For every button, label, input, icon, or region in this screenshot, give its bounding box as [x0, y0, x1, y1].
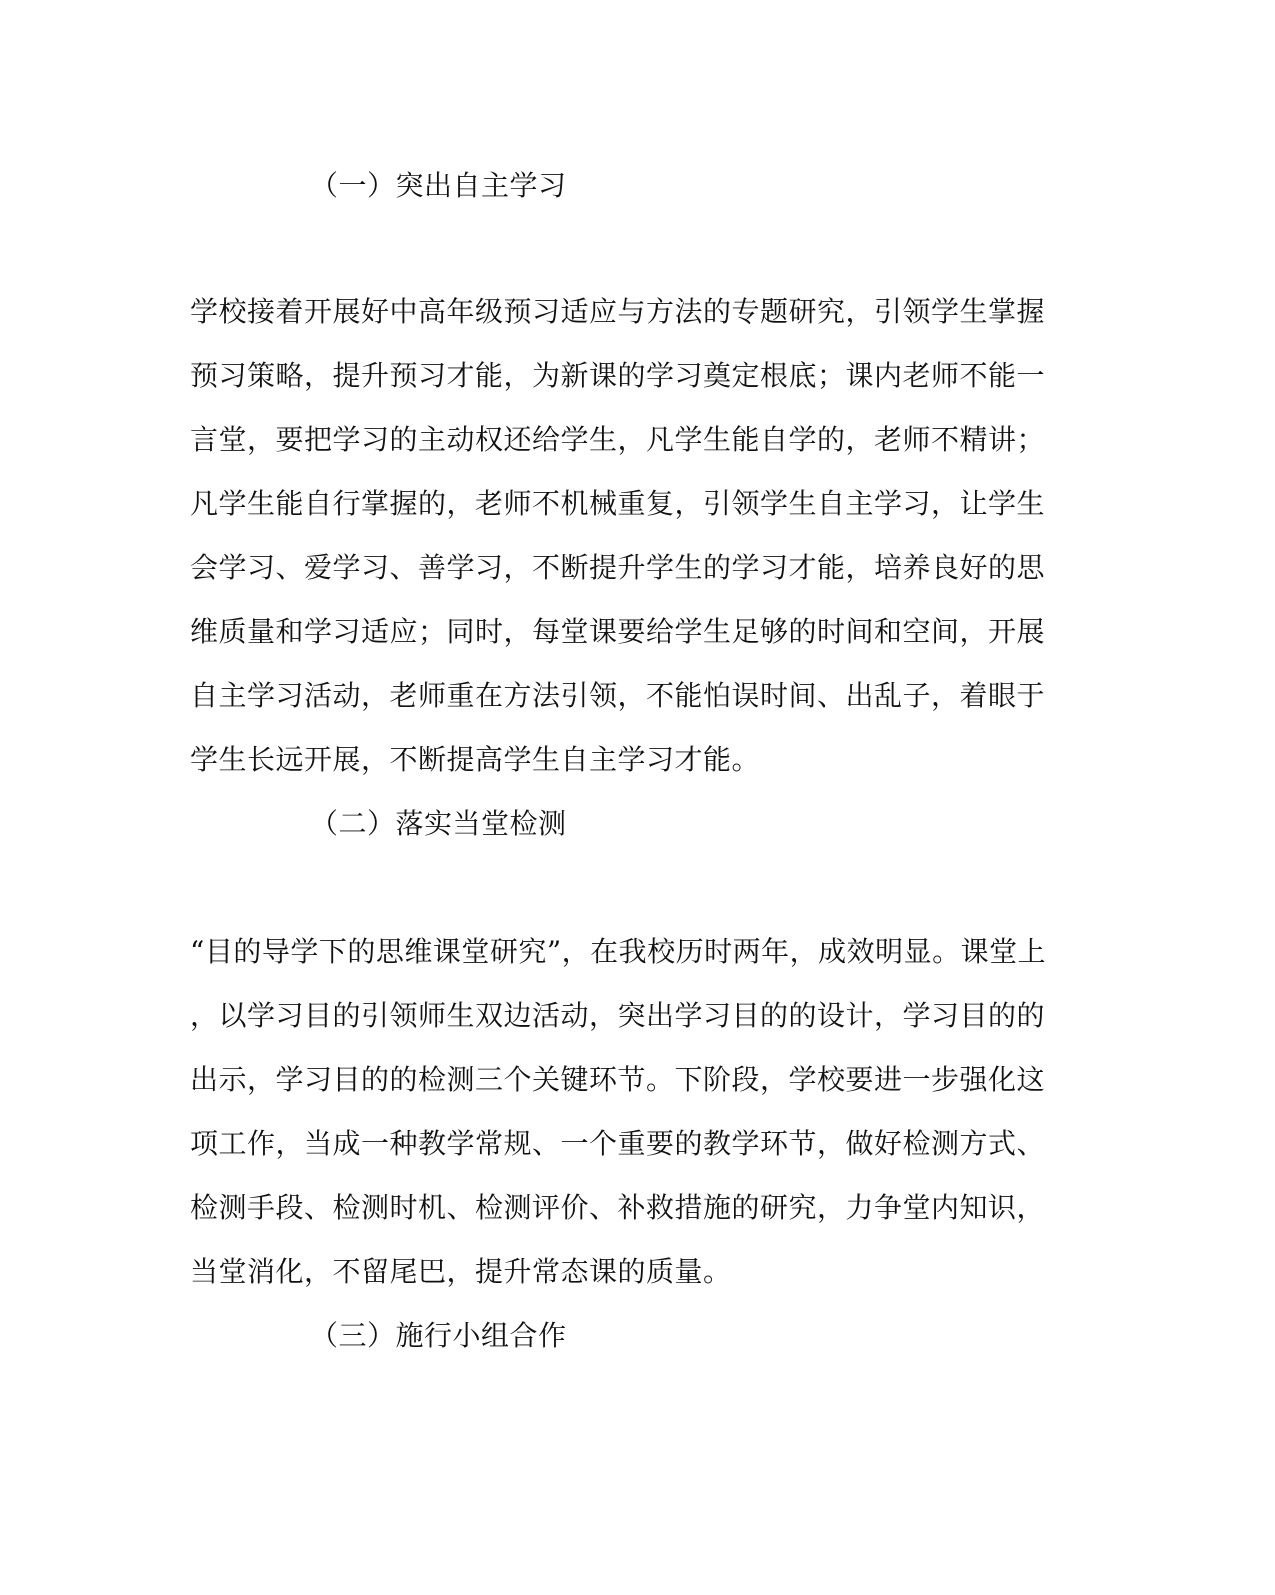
paragraph-line: 预习策略，提升预习才能，为新课的学习奠定根底；课内老师不能一 [190, 359, 1046, 392]
paragraph-line: 学生长远开展，不断提高学生自主学习才能。 [190, 743, 761, 776]
paragraph-line: “目的导学下的思维课堂研究”，在我校历时两年，成效明显。课堂上 [190, 935, 1047, 968]
paragraph-line: 学校接着开展好中高年级预习适应与方法的专题研究，引领学生掌握 [190, 295, 1046, 328]
paragraph-line: 当堂消化，不留尾巴，提升常态课的质量。 [190, 1255, 732, 1288]
paragraph-line: 言堂，要把学习的主动权还给学生，凡学生能自学的，老师不精讲； [190, 423, 1046, 456]
paragraph-line: ，以学习目的引领师生双边活动，突出学习目的的设计，学习目的的 [190, 999, 1046, 1032]
paragraph-line: 维质量和学习适应；同时，每堂课要给学生足够的时间和空间，开展 [190, 615, 1046, 648]
paragraph-line: 会学习、爱学习、善学习，不断提升学生的学习才能，培养良好的思 [190, 551, 1046, 584]
paragraph-line: 出示，学习目的的检测三个关键环节。下阶段，学校要进一步强化这 [190, 1063, 1046, 1096]
section-heading-3: （三）施行小组合作 [310, 1319, 567, 1352]
paragraph-line: 凡学生能自行掌握的，老师不机械重复，引领学生自主学习，让学生 [190, 487, 1046, 520]
section-heading-1: （一）突出自主学习 [310, 169, 567, 202]
paragraph-line: 项工作，当成一种教学常规、一个重要的教学环节，做好检测方式、 [190, 1127, 1046, 1160]
section-heading-2: （二）落实当堂检测 [310, 807, 567, 840]
paragraph-line: 检测手段、检测时机、检测评价、补救措施的研究，力争堂内知识， [190, 1191, 1046, 1224]
paragraph-line: 自主学习活动，老师重在方法引领，不能怕误时间、出乱子，着眼于 [190, 679, 1046, 712]
